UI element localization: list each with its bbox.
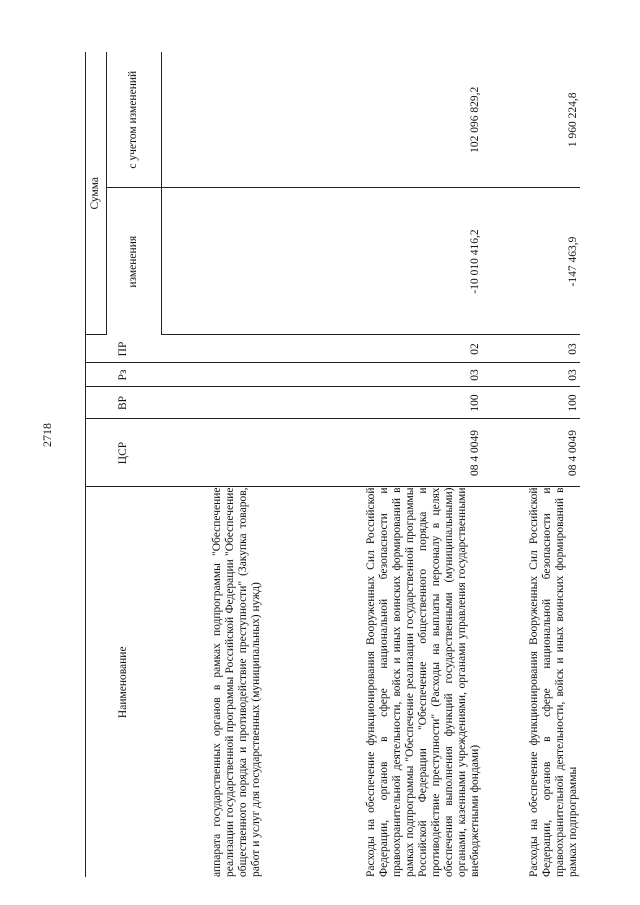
row-rz [166, 363, 263, 387]
row-changes [166, 188, 263, 335]
header-sum: Сумма [86, 52, 107, 335]
row-changes: -10 010 416,2 [263, 188, 482, 335]
row-rz: 03 [483, 363, 580, 387]
row-with-changes: 102 096 829,2 [263, 52, 482, 188]
header-pr: ПР [86, 335, 162, 363]
row-pr: 02 [263, 335, 482, 363]
table-row [166, 52, 263, 877]
row-csr: 08 4 0049 [263, 419, 482, 487]
row-name: Расходы на обеспечение функционирования Вооруженных Сил Российской Федерации, органов в сфере национальной безопасности и правоохранительной деятельности, войск и иных воинских формирований в рамках подпрограммы "Обеспечение реализации государственной программы Российской Федерации "Обеспечение общественного порядка и противодействие преступности" (Расходы на выплаты персоналу в целях обеспечения выполнения функций государственными (муниципальными) органами, казенными учреждениями, органами управления государственными внебюджетными фондами) [364, 487, 482, 877]
header-vr: ВР [86, 387, 162, 419]
table-row [483, 52, 580, 877]
header-changes: изменения [107, 188, 162, 335]
row-vr: 100 [483, 387, 580, 419]
row-pr: 03 [483, 335, 580, 363]
budget-table [85, 52, 580, 877]
row-name: аппарата государственных органов в рамках подпрограммы "Обеспечение реализации государственной программы Российской Федерации "Обеспечение общественного порядка и противодействие преступности" (Закупка товаров, работ и услуг для государственных (муниципальных) нужд) [210, 487, 263, 877]
header-name: Наименование [86, 487, 162, 877]
row-rz: 03 [263, 363, 482, 387]
header-with-changes: с учетом изменений [107, 52, 162, 188]
row-name: Расходы на обеспечение функционирования Вооруженных Сил Российской Федерации, органов в сфере национальной безопасности и правоохранительной деятельности, войск и иных воинских формирований в рамках подпрограммы [527, 487, 579, 877]
row-with-changes: 1 960 224,8 [483, 52, 580, 188]
table-row [263, 52, 482, 877]
row-vr [166, 387, 263, 419]
row-csr [166, 419, 263, 487]
row-with-changes [166, 52, 263, 188]
header-rz: Рз [86, 363, 162, 387]
row-vr: 100 [263, 387, 482, 419]
page-number: 2718 [40, 423, 54, 447]
row-pr [166, 335, 263, 363]
row-changes: -147 463,9 [483, 188, 580, 335]
row-csr: 08 4 0049 [483, 419, 580, 487]
budget-table-frame [85, 52, 580, 877]
header-csr: ЦСР [86, 419, 162, 487]
